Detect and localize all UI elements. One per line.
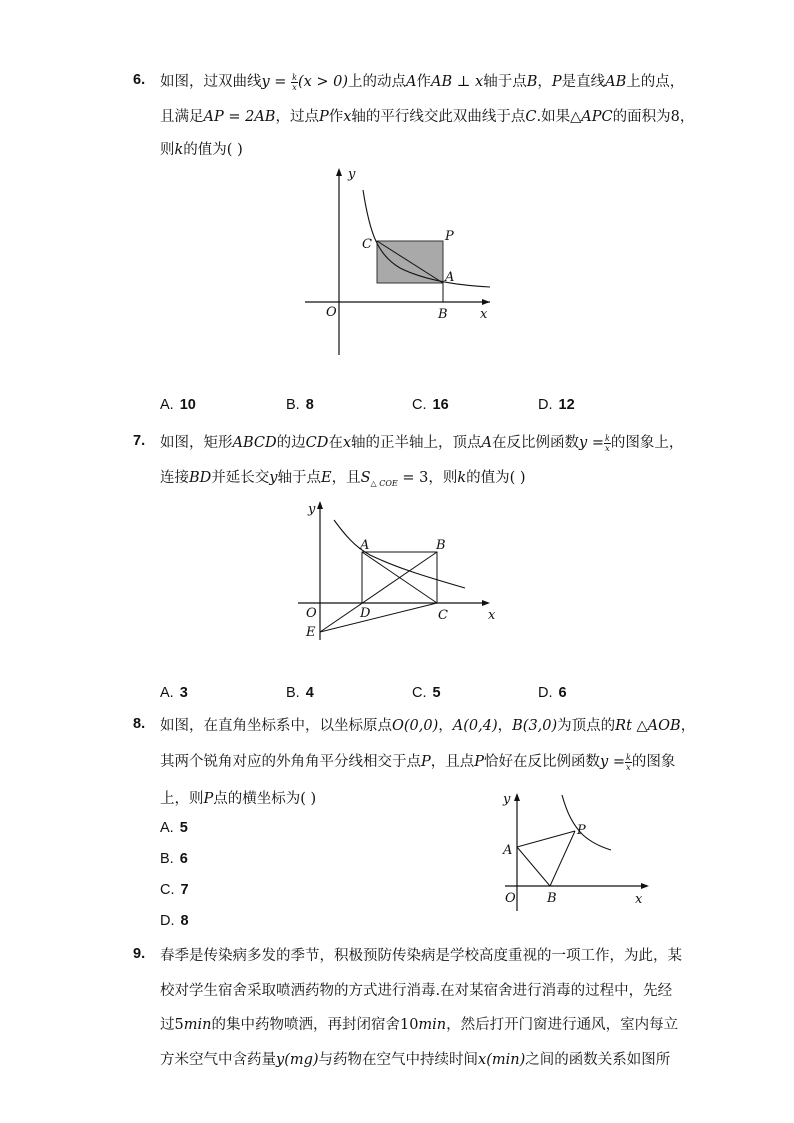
- label-p: P: [445, 229, 454, 244]
- option-b[interactable]: B. 8: [286, 397, 314, 413]
- option-a[interactable]: A. 3: [160, 685, 188, 701]
- question-number: 9.: [133, 946, 146, 962]
- option-a[interactable]: A. 10: [160, 397, 196, 413]
- question-9-line-2: 校对学生宿舍采取喷洒药物的方式进行消毒.在对某宿舍进行消毒的过程中，先经: [160, 983, 673, 999]
- question-9-line-3: 过5min的集中药物喷洒，再封闭宿舍10min，然后打开门窗进行通风，室内每立: [160, 1017, 679, 1033]
- line-be: [320, 552, 437, 632]
- label-e: E: [306, 625, 316, 640]
- option-d[interactable]: D. 8: [160, 913, 189, 929]
- option-a[interactable]: A. 5: [160, 820, 188, 836]
- question-9-line-4: 方米空气中含药量y(mg)与药物在空气中持续时间x(min)之间的函数关系如图所: [160, 1052, 671, 1068]
- label-y: y: [308, 502, 316, 517]
- label-p: P: [577, 823, 586, 838]
- segment-ec: [320, 603, 437, 632]
- label-a: A: [360, 538, 370, 553]
- question-8-line-3: 上，则P点的横坐标为( ): [160, 791, 317, 807]
- option-d[interactable]: D. 6: [538, 685, 567, 701]
- segment-bp: [550, 831, 575, 886]
- hyperbola-curve: [562, 795, 611, 850]
- label-y: y: [348, 167, 356, 182]
- fraction: $\frac{k}{x}$: [625, 752, 631, 772]
- label-b: B: [547, 891, 557, 906]
- label-a: A: [445, 270, 455, 285]
- question-9-line-1: 春季是传染病多发的季节，积极预防传染病是学校高度重视的一项工作，为此，某: [160, 948, 682, 964]
- question-7-line-2: 连接BD并延长交y轴于点E，且$S_{\triangle COE} = 3$，则k的值为( ): [160, 470, 526, 488]
- question-6-line-2: 且满足AP = 2AB，过点P作x轴的平行线交此双曲线于点C.如果△APC的面积为8，: [160, 109, 695, 125]
- question-8-line-1: 如图，在直角坐标系中，以坐标原点O(0,0)，A(0,4)，B(3,0)为顶点的Rt △AOB，: [160, 718, 696, 734]
- option-d[interactable]: D. 12: [538, 397, 575, 413]
- label-a: A: [503, 843, 513, 858]
- label-x: x: [488, 608, 496, 623]
- question-6-figure: [290, 160, 510, 360]
- y-axis-arrow: [317, 501, 323, 509]
- label-x: x: [480, 307, 488, 322]
- label-b: B: [438, 307, 448, 322]
- question-number: 8.: [133, 716, 146, 732]
- option-c[interactable]: C. 16: [412, 397, 449, 413]
- question-8-line-2: 其两个锐角对应的外角角平分线相交于点P，且点P恰好在反比例函数y = $\frac{k}{x}$ 的图象: [160, 752, 676, 772]
- x-axis-arrow: [482, 299, 490, 305]
- option-c[interactable]: C. 5: [412, 685, 441, 701]
- label-x: x: [635, 892, 643, 907]
- question-7-line-1: 如图，矩形ABCD的边CD在x轴的正半轴上，顶点A在反比例函数y = $\frac{k}{x}$ 的图象上，: [160, 433, 684, 453]
- x-axis-arrow: [641, 883, 649, 889]
- label-o: O: [326, 305, 337, 320]
- y-axis-arrow: [336, 168, 342, 176]
- label-d: D: [360, 606, 371, 621]
- question-8-figure: [495, 785, 665, 913]
- question-6-line-3: 则k的值为( ): [160, 142, 243, 158]
- x-axis-arrow: [482, 600, 490, 606]
- option-b[interactable]: B. 6: [160, 851, 188, 867]
- label-y: y: [503, 792, 511, 807]
- question-6-line-1: 如图，过双曲线y = $\frac{k}{x}$ (x > 0)上的动点A作AB ⊥ x轴于点B，P是直线AB上的点，: [160, 72, 685, 92]
- segment-ap: [517, 831, 575, 847]
- segment-ab: [517, 847, 550, 886]
- question-number: 6.: [133, 72, 146, 88]
- question-number: 7.: [133, 433, 146, 449]
- fraction: $\frac{k}{x}$: [292, 72, 297, 92]
- label-o: O: [306, 606, 317, 621]
- y-axis-arrow: [514, 793, 520, 801]
- label-c: C: [362, 237, 372, 252]
- question-7-figure: [290, 495, 510, 650]
- option-c[interactable]: C. 7: [160, 882, 189, 898]
- option-b[interactable]: B. 4: [286, 685, 314, 701]
- fraction: $\frac{k}{x}$: [604, 433, 610, 453]
- label-o: O: [505, 891, 516, 906]
- label-c: C: [438, 608, 448, 623]
- label-b: B: [436, 538, 446, 553]
